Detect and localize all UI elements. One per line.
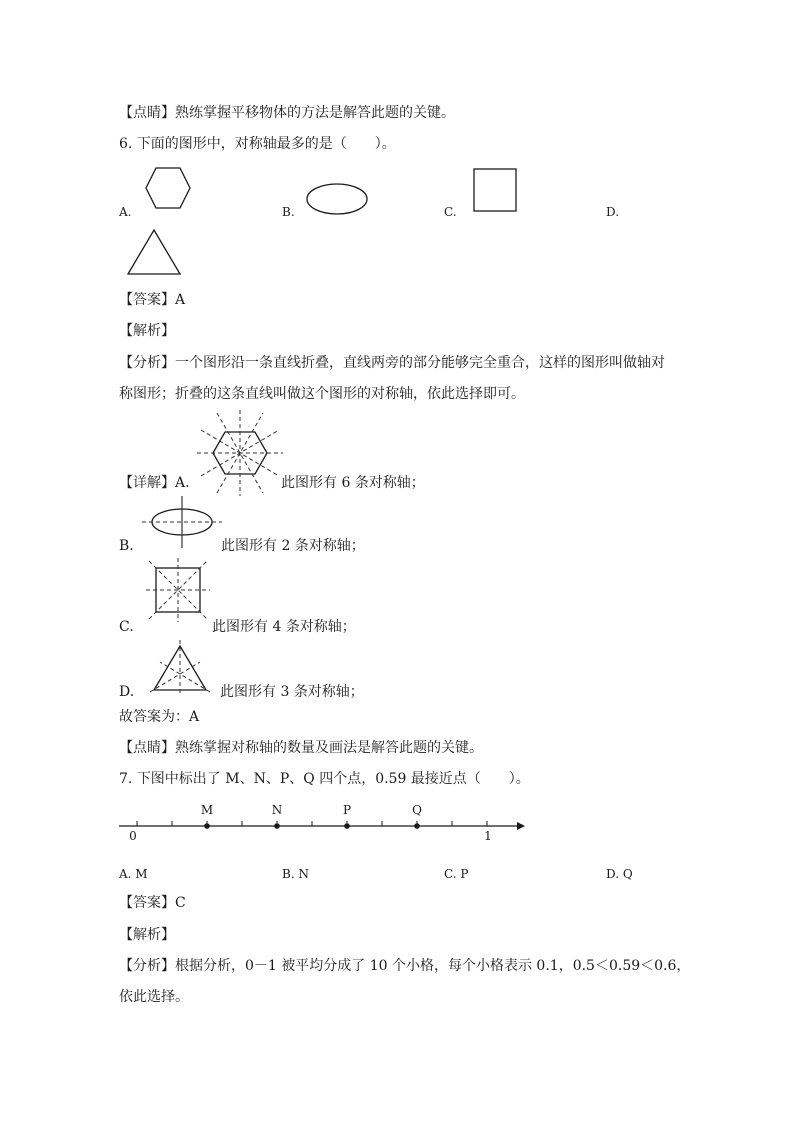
q7-option-c: C. P [444, 867, 469, 881]
ellipse-figure [306, 183, 368, 215]
q7-option-d: D. Q [606, 867, 633, 881]
q6-option-c-label: C. [444, 205, 457, 219]
q6-conclusion: 故答案为：A [119, 709, 200, 725]
q6-dianjing: 【点睛】熟练掌握对称轴的数量及画法是解答此题的关键。 [119, 740, 483, 756]
number-line-point-m [204, 823, 210, 829]
number-line-point-label-q: Q [412, 803, 422, 817]
detail-a-text: 此图形有 6 条对称轴； [281, 475, 425, 491]
number-line [119, 798, 529, 846]
ellipse-axes-figure [142, 496, 222, 548]
q6-option-b-label: B. [282, 205, 295, 219]
number-line-point-q [414, 823, 420, 829]
q7-jiexi: 【解析】 [119, 927, 175, 943]
detail-d-text: 此图形有 3 条对称轴； [220, 684, 364, 700]
number-line-point-label-p: P [342, 803, 352, 817]
number-line-start-label: 0 [129, 829, 137, 843]
detail-a-prefix: 【详解】A. [119, 475, 190, 491]
q6-stem: 6. 下面的图形中，对称轴最多的是（ ）。 [119, 136, 396, 152]
detail-c-text: 此图形有 4 条对称轴； [212, 619, 356, 635]
detail-d-prefix: D. [119, 684, 135, 700]
q7-fenxi-line1: 【分析】根据分析，0－1 被平均分成了 10 个小格，每个小格表示 0.1，0.5＜0.59＜0.6， [119, 958, 691, 974]
detail-b-prefix: B. [119, 538, 134, 554]
q6-fenxi-line1: 【分析】一个图形沿一条直线折叠，直线两旁的部分能够完全重合，这样的图形叫做轴对 [119, 355, 665, 371]
hexagon-axes-figure [197, 410, 283, 496]
number-line-arrow [517, 822, 525, 830]
square-axes-figure [146, 558, 210, 622]
q6-fenxi-line2: 称图形；折叠的这条直线叫做这个图形的对称轴，依此选择即可。 [119, 386, 525, 402]
hexagon-figure [145, 167, 191, 209]
triangle-axes-figure [148, 640, 212, 694]
detail-c-prefix: C. [119, 619, 134, 635]
number-line-point-label-n: N [271, 803, 283, 817]
number-line-point-n [274, 823, 280, 829]
number-line-end-label: 1 [484, 829, 492, 843]
q7-answer: 【答案】C [119, 895, 186, 911]
detail-b-text: 此图形有 2 条对称轴； [221, 538, 365, 554]
square-figure [473, 168, 517, 212]
q6-option-a-label: A. [119, 205, 132, 219]
number-line-point-p [344, 823, 350, 829]
q7-stem: 7. 下图中标出了 M、N、P、Q 四个点，0.59 最接近点（ ）。 [119, 771, 530, 787]
q6-option-d-label: D. [606, 205, 620, 219]
q6-answer: 【答案】A [119, 292, 186, 308]
q6-jiexi: 【解析】 [119, 323, 175, 339]
triangle-figure [127, 229, 181, 275]
q7-fenxi-line2: 依此选择。 [119, 989, 189, 1005]
q7-option-a: A. M [119, 867, 148, 881]
q7-option-b: B. N [282, 867, 309, 881]
number-line-point-label-m: M [200, 803, 214, 817]
dianjing-prev: 【点睛】熟练掌握平移物体的方法是解答此题的关键。 [119, 105, 455, 121]
